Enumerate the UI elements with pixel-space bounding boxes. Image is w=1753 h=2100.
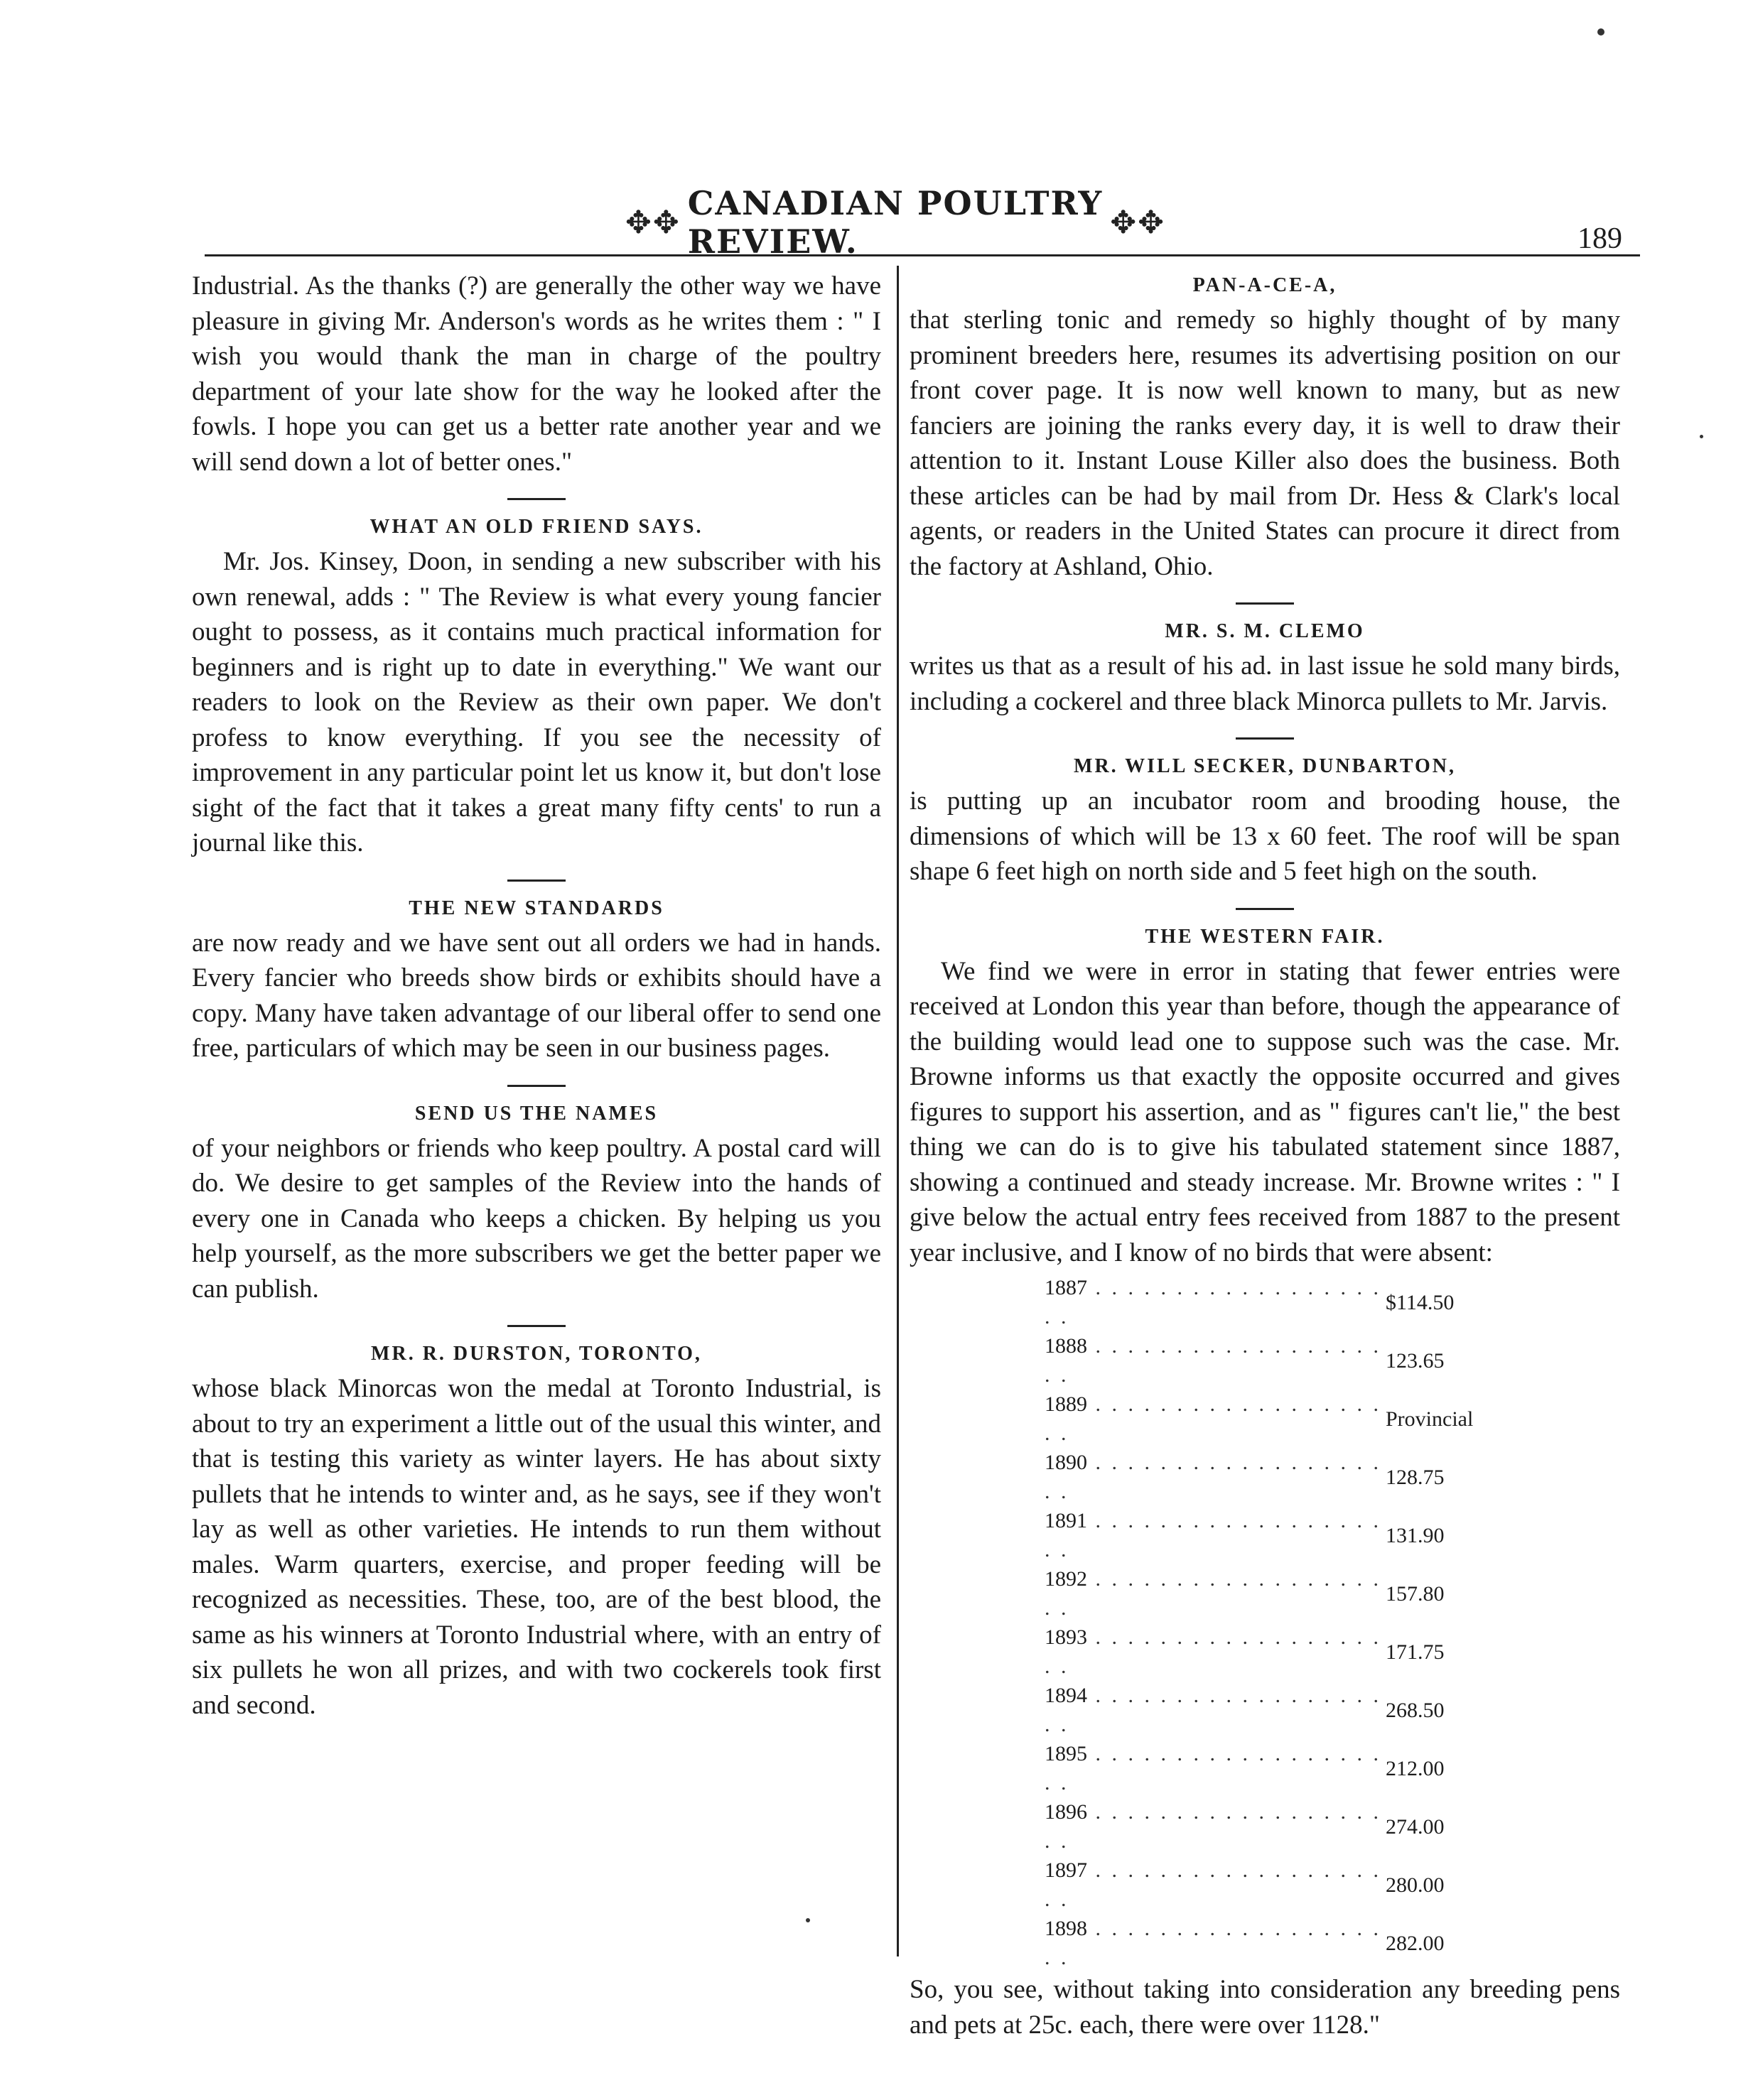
entry-row — [1045, 1331, 1528, 1390]
masthead-title: CANADIAN POULTRY REVIEW. — [687, 184, 1104, 261]
dot-leader: . . . . . . . . . . . . . . . . . . . . — [1045, 1509, 1381, 1562]
heading-send-names: SEND US THE NAMES — [414, 1102, 659, 1125]
paragraph-durston: whose black Minorcas won the medal at Toronto Industrial, is about to try an experiment a little out of the usual this winter, and that is testing this variety as winter layers. He has about sixty pullets that he intends to winter and, as he says, see if they won't lay as well as other varieties. He intends to run them without males. Warm quarters, exercise, and proper feeding will be recognized as necessities. These, too, are of the best blood, the same as his winners at Toronto Industrial where, with an entry of six pullets he won all prizes, and with two cockerels took first and second. — [192, 1374, 881, 1720]
entry-row — [1045, 1390, 1528, 1448]
paragraph-western-fair: We find we were in error in stating that fewer entries were received at London this year than before, though the appearance of the building would lead one to suppose such was the case. Mr. Browne informs us that exactly the opposite occurred and gives figures to support his assertion, and as " figures can't lie," the best thing we can do is to give his tabulated statement since 1887, showing a continued and steady increase. Mr. Browne writes : " I give below the actual entry fees received from 1887 to the present year inclusive, and I know of no birds that were absent: — [910, 956, 1620, 1267]
entry-year-text: 1891 — [1045, 1509, 1087, 1532]
entry-amount: 131.90 — [1386, 1523, 1445, 1547]
paragraph-panacea: that sterling tonic and remedy so highly thought of by many prominent breeders here, resumes its advertising position on our front cover page. It is now well known to many, but as new fanciers are joining the ranks every day, it is well to draw their attention to it. Instant Louse Killer also does the business. Both these articles can be had by mail from Dr. Hess & Clark's local agents, or readers in the United States can procure it direct from the factory at Ashland, Ohio. — [910, 305, 1620, 581]
heading-old-friend: WHAT AN OLD FRIEND SAYS. — [370, 516, 703, 538]
ornament-right: ✥✥ — [1110, 205, 1165, 240]
entry-row — [1045, 1506, 1528, 1564]
entry-amount: 157.80 — [1386, 1581, 1445, 1606]
dot-leader: . . . . . . . . . . . . . . . . . . . . — [1045, 1451, 1381, 1503]
header-rule — [205, 254, 1640, 256]
entry-amount: 128.75 — [1386, 1465, 1445, 1489]
entry-amount: 171.75 — [1386, 1640, 1445, 1664]
heading-clemo: MR. S. M. CLEMO — [1165, 620, 1365, 642]
paragraph-conclusion: So, you see, without taking into consideration any breeding pens and pets at 25c. each, there were over 1128." — [910, 1975, 1620, 2040]
column-divider — [897, 266, 899, 1956]
heading-durston: MR. R. DURSTON, TORONTO, — [371, 1343, 702, 1365]
entry-year-text: 1895 — [1045, 1742, 1087, 1765]
entry-row — [1045, 1739, 1528, 1797]
entry-row — [1045, 1623, 1528, 1681]
entry-year — [1045, 1856, 1386, 1914]
right-column — [910, 269, 1620, 2042]
scan-speck — [806, 1918, 810, 1922]
entry-year-text: 1890 — [1045, 1451, 1087, 1474]
entry-year — [1045, 1623, 1386, 1681]
dot-leader: . . . . . . . . . . . . . . . . . . . . — [1045, 1625, 1381, 1678]
dot-leader: . . . . . . . . . . . . . . . . . . . . — [1045, 1800, 1381, 1853]
entry-year — [1045, 1331, 1386, 1390]
dot-leader: . . . . . . . . . . . . . . . . . . . . — [1045, 1334, 1381, 1387]
entry-fees-table — [1045, 1273, 1528, 1972]
section-divider — [1236, 908, 1294, 910]
entry-amount: 282.00 — [1386, 1931, 1445, 1955]
dot-leader: . . . . . . . . . . . . . . . . . . . . — [1045, 1917, 1381, 1969]
entry-year — [1045, 1681, 1386, 1739]
paragraph-send-names: of your neighbors or friends who keep poultry. A postal card will do. We desire to get samples of the Review into the hands of every one in Canada who keeps a chicken. By helping us you help yourself, as the more subscribers we get the better paper we can publish. — [192, 1133, 881, 1304]
entry-year-text: 1888 — [1045, 1334, 1087, 1358]
scan-speck — [1700, 435, 1703, 438]
dot-leader: . . . . . . . . . . . . . . . . . . . . — [1045, 1742, 1381, 1795]
dot-leader: . . . . . . . . . . . . . . . . . . . . — [1045, 1567, 1381, 1620]
heading-western-fair: THE WESTERN FAIR. — [1145, 925, 1385, 948]
entry-row — [1045, 1914, 1528, 1972]
dot-leader: . . . . . . . . . . . . . . . . . . . . — [1045, 1858, 1381, 1911]
entry-year — [1045, 1564, 1386, 1623]
entry-amount: 123.65 — [1386, 1348, 1445, 1373]
paragraph-anderson: Industrial. As the thanks (?) are generally the other way we have pleasure in giving Mr. Anderson's words as he writes them : " I wish you would thank the man in charge of the poultry department of your late show for the way he looked after the fowls. I hope you can get us a better rate another year and we will send down a lot of better ones." — [192, 271, 881, 477]
entry-year — [1045, 1797, 1386, 1856]
dot-leader: . . . . . . . . . . . . . . . . . . . . — [1045, 1276, 1381, 1328]
paragraph-secker: is putting up an incubator room and brooding house, the dimensions of which will be 13 x 60 feet. The roof will be span shape 6 feet high on north side and 5 feet high on the south. — [910, 786, 1620, 886]
heading-secker: MR. WILL SECKER, DUNBARTON, — [1074, 755, 1456, 777]
entry-year-text: 1887 — [1045, 1276, 1087, 1299]
entry-amount: Provincial — [1386, 1407, 1474, 1431]
entry-amount: 280.00 — [1386, 1873, 1445, 1897]
entry-year-text: 1893 — [1045, 1625, 1087, 1649]
entry-amount: 212.00 — [1386, 1756, 1445, 1780]
entry-year — [1045, 1914, 1386, 1972]
entry-amount: $114.50 — [1386, 1290, 1455, 1314]
paragraph-clemo: writes us that as a result of his ad. in last issue he sold many birds, including a cockerel and three black Minorca pullets to Mr. Jarvis. — [910, 651, 1620, 716]
section-divider — [1236, 737, 1294, 740]
entry-row — [1045, 1564, 1528, 1623]
section-divider — [507, 879, 566, 882]
entry-year-text: 1894 — [1045, 1684, 1087, 1707]
entry-year — [1045, 1390, 1386, 1448]
entry-row — [1045, 1681, 1528, 1739]
ornament-left: ✥✥ — [625, 205, 681, 240]
section-divider — [507, 1085, 566, 1087]
entry-year — [1045, 1506, 1386, 1564]
dot-leader: . . . . . . . . . . . . . . . . . . . . — [1045, 1684, 1381, 1736]
entry-amount: 268.50 — [1386, 1698, 1445, 1722]
heading-panacea: PAN-A-CE-A, — [1192, 274, 1337, 296]
left-column — [192, 269, 881, 1723]
scan-speck — [1597, 28, 1604, 36]
entry-year-text: 1898 — [1045, 1917, 1087, 1940]
entry-row — [1045, 1797, 1528, 1856]
heading-new-standards: THE NEW STANDARDS — [409, 897, 664, 919]
entry-year-text: 1896 — [1045, 1800, 1087, 1824]
page-number: 189 — [1577, 222, 1622, 255]
masthead — [625, 184, 1165, 261]
paragraph-new-standards: are now ready and we have sent out all orders we had in hands. Every fancier who breeds show birds or exhibits should have a copy. Many have taken advantage of our liberal offer to send one free, particulars of which may be seen in our business pages. — [192, 928, 881, 1063]
entry-year-text: 1892 — [1045, 1567, 1087, 1591]
entry-year — [1045, 1273, 1386, 1331]
section-divider — [507, 1325, 566, 1327]
entry-row — [1045, 1856, 1528, 1914]
entry-year-text: 1897 — [1045, 1858, 1087, 1882]
dot-leader: . . . . . . . . . . . . . . . . . . . . — [1045, 1392, 1381, 1445]
paragraph-old-friend: Mr. Jos. Kinsey, Doon, in sending a new subscriber with his own renewal, adds : " The Review is what every young fancier ought to possess, as it contains much practical information for beginners and is right up to date in everything." We want our readers to look on the Review as their own paper. We don't profess to know everything. If you see the necessity of improvement in any particular point let us know it, but don't lose sight of the fact that it takes a great many fifty cents' to run a journal like this. — [192, 547, 881, 857]
entry-year — [1045, 1739, 1386, 1797]
entry-row — [1045, 1273, 1528, 1331]
entry-amount: 274.00 — [1386, 1814, 1445, 1839]
entry-year-text: 1889 — [1045, 1392, 1087, 1416]
entry-year — [1045, 1448, 1386, 1506]
section-divider — [1236, 602, 1294, 605]
section-divider — [507, 498, 566, 500]
entry-row — [1045, 1448, 1528, 1506]
